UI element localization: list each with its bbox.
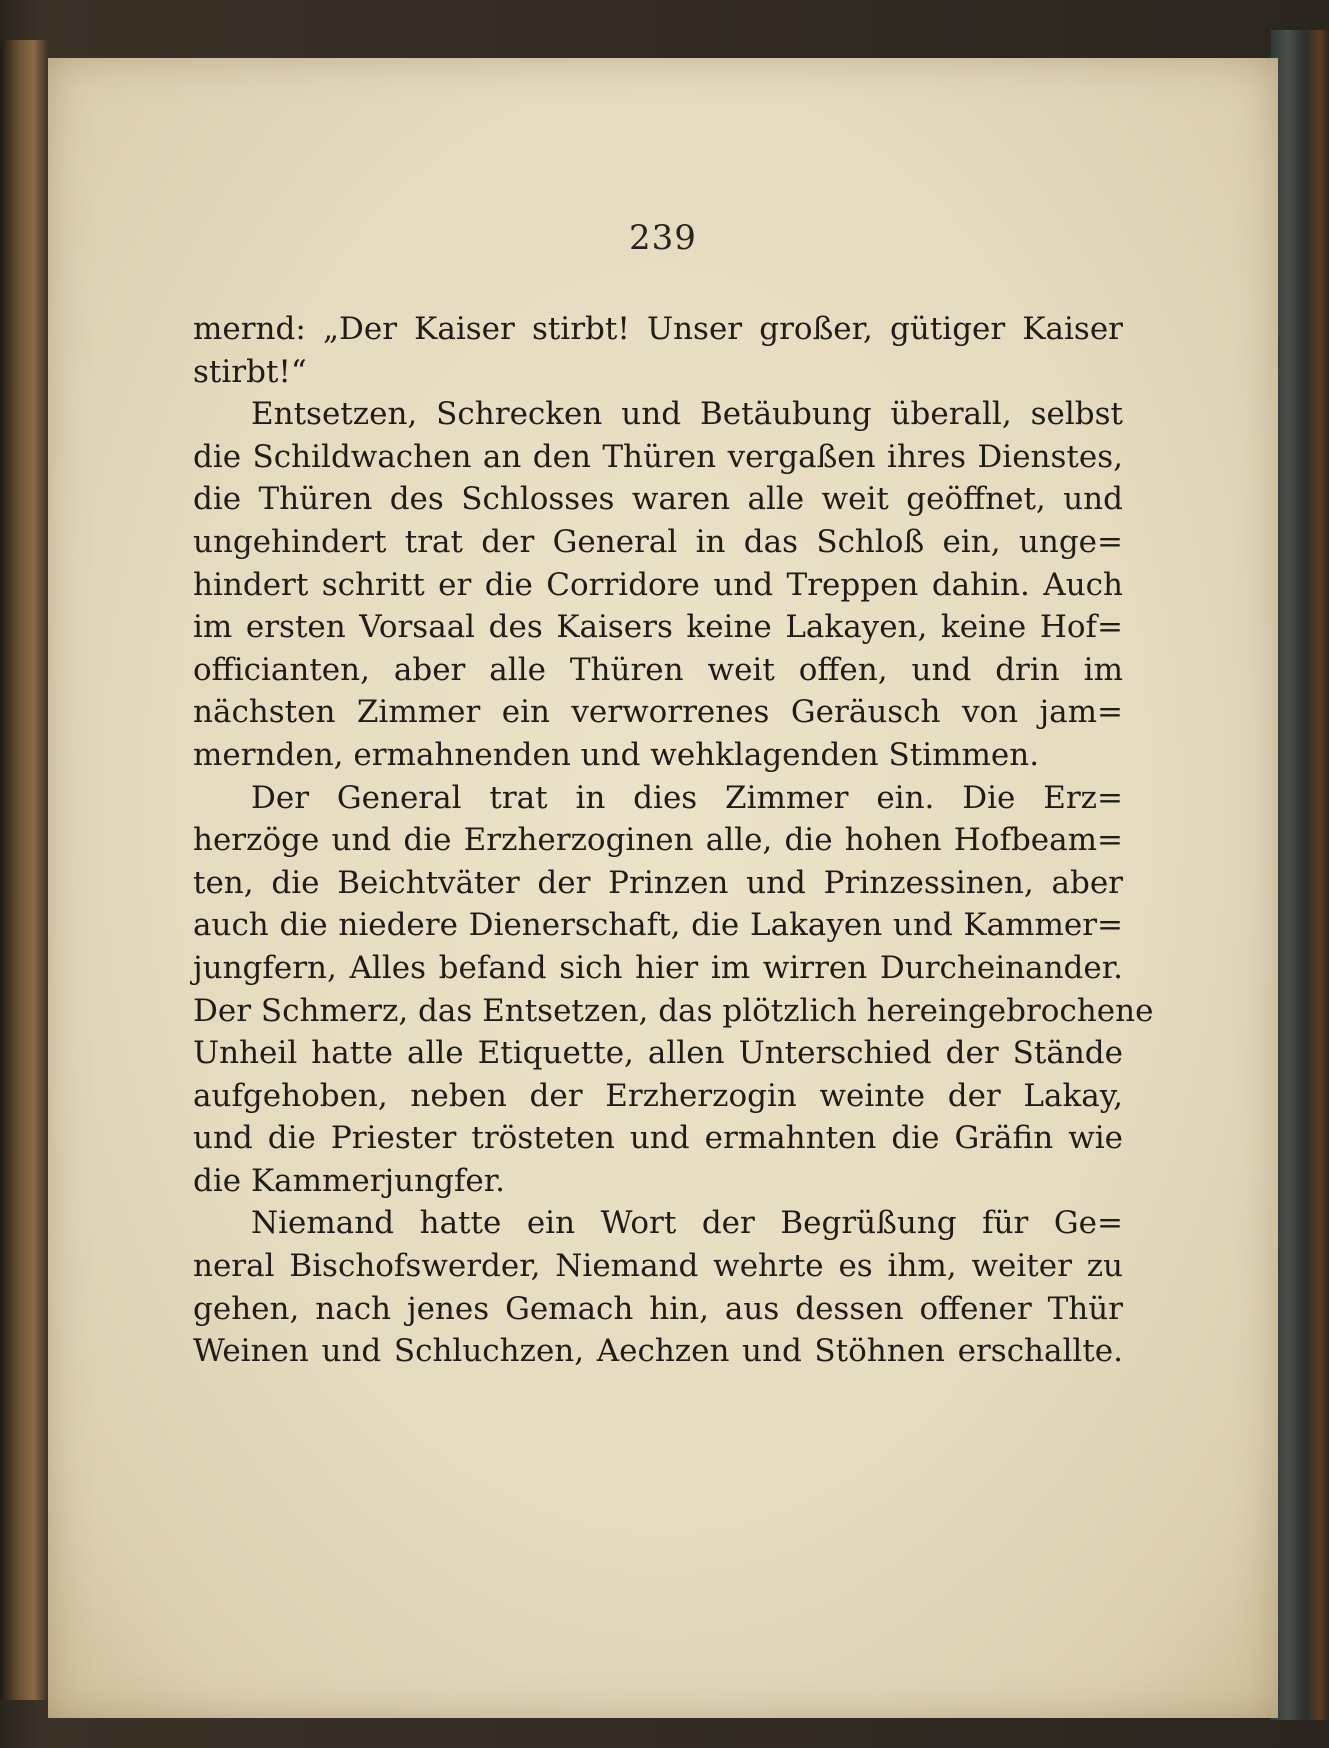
book-cover-edge (1271, 30, 1329, 1720)
text-line: und die Priester trösteten und ermahnten die Gräfin wie (193, 1120, 1123, 1157)
text-line: nächsten Zimmer ein verworrenes Geräusch von jam= (193, 694, 1123, 731)
text-line: gehen, nach jenes Gemach hin, aus dessen offener Thür (193, 1290, 1123, 1327)
text-line: Der General trat in dies Zimmer ein. Die Erz= (251, 779, 1123, 816)
text-line: ten, die Beichtväter der Prinzen und Prinzessinen, aber (193, 864, 1123, 901)
text-line: Weinen und Schluchzen, Aechzen und Stöhnen erschallte. (193, 1333, 1123, 1370)
text-line: die Schildwachen an den Thüren vergaßen ihres Dienstes, (193, 438, 1123, 475)
text-line: ungehindert trat der General in das Schloß ein, unge= (193, 523, 1123, 560)
text-line: aufgehoben, neben der Erzherzogin weinte der Lakay, (193, 1077, 1123, 1114)
text-line: mernden, ermahnenden und wehklagenden Stimmen. (193, 736, 1040, 773)
page-number: 239 (629, 218, 697, 258)
text-line: Unheil hatte alle Etiquette, allen Unterschied der Stände (193, 1035, 1123, 1072)
text-line: stirbt!“ (193, 353, 307, 390)
book-page (48, 58, 1278, 1718)
text-line: Entsetzen, Schrecken und Betäubung überall, selbst (251, 396, 1123, 433)
text-line: Niemand hatte ein Wort der Begrüßung für Ge= (251, 1205, 1123, 1242)
text-line: mernd: „Der Kaiser stirbt! Unser großer, gütiger Kaiser (193, 311, 1123, 347)
text-line: neral Bischofswerder, Niemand wehrte es ihm, weiter zu (193, 1248, 1123, 1285)
body-text (193, 308, 1154, 1373)
text-line: officianten, aber alle Thüren weit offen, und drin im (193, 651, 1123, 688)
text-line: jungfern, Alles befand sich hier im wirren Durcheinander. (193, 949, 1123, 986)
text-line: hindert schritt er die Corridore und Treppen dahin. Auch (193, 566, 1123, 603)
text-line: auch die niedere Dienerschaft, die Lakayen und Kammer= (193, 907, 1123, 944)
text-line: im ersten Vorsaal des Kaisers keine Lakayen, keine Hof= (193, 609, 1123, 646)
text-line: die Thüren des Schlosses waren alle weit geöffnet, und (193, 481, 1123, 518)
text-line: die Kammerjungfer. (193, 1162, 506, 1199)
text-line: herzöge und die Erzherzoginen alle, die hohen Hofbeam= (193, 822, 1123, 859)
left-page-edge (0, 40, 48, 1700)
text-line: Der Schmerz, das Entsetzen, das plötzlich hereingebrochene (193, 992, 1154, 1029)
